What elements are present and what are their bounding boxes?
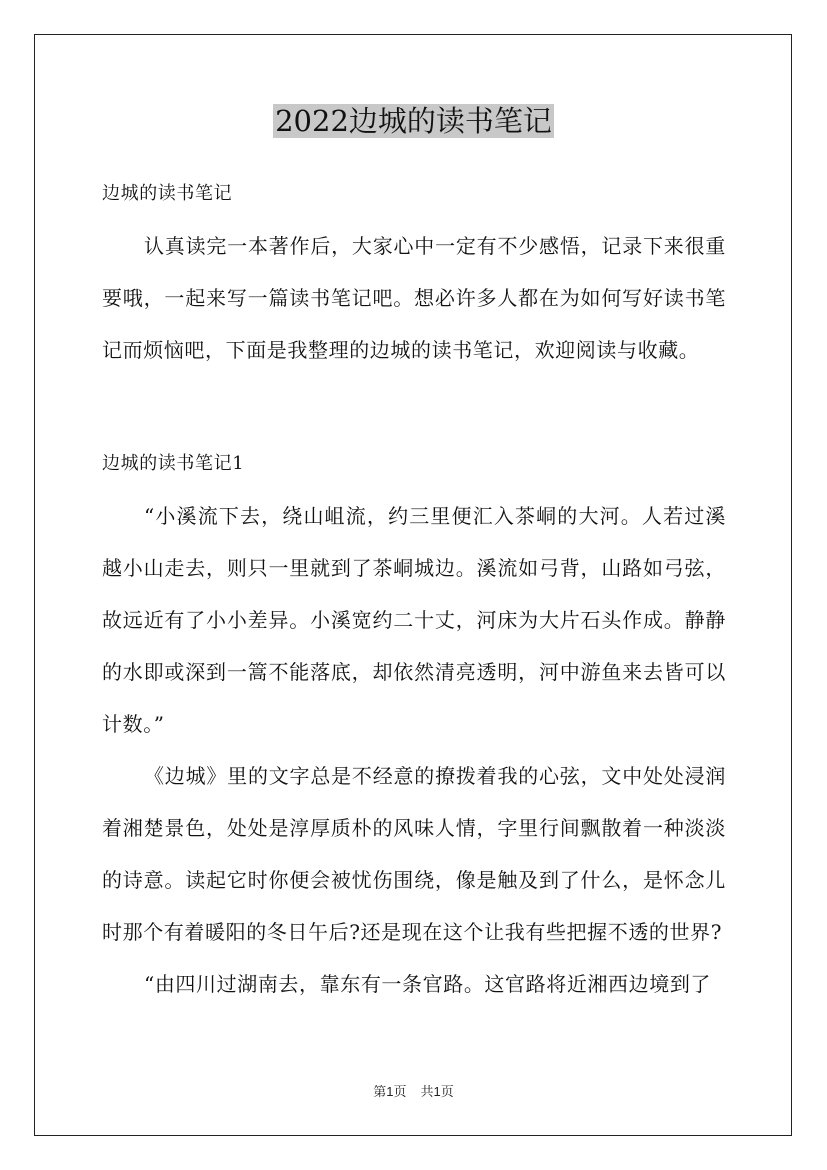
section-1-heading: 边城的读书笔记1 <box>102 453 245 474</box>
intro-paragraph: 认真读完一本著作后，大家心中一定有不少感悟，记录下来很重要哦，一起来写一篇读书笔记吧。想必许多人都在为如何写好读书笔记而烦恼吧，下面是我整理的边城的读书笔记，欢迎阅读与收藏。 <box>102 234 726 362</box>
section-1-paragraph-2: 《边城》里的文字总是不经意的撩拨着我的心弦，文中处处浸润着湘楚景色，处处是淳厚质朴的风味人情，字里行间飘散着一种淡淡的诗意。读起它时你便会被忧伤围绕，像是触及到了什么，是怀念儿时那个有着暖阳的冬日午后?还是现在这个让我有些把握不透的世界? <box>102 764 726 944</box>
total-pages-label: 共1页 <box>420 1084 454 1099</box>
section-1-block <box>102 438 726 1010</box>
intro-block <box>102 168 726 376</box>
document-title <box>0 100 827 142</box>
document-title-text: 2022边城的读书笔记 <box>275 104 552 138</box>
page-footer <box>0 1083 827 1101</box>
section-1-paragraph-3: “由四川过湖南去，靠东有一条官路。这官路将近湘西边境到了 <box>144 972 712 996</box>
intro-heading: 边城的读书笔记 <box>102 183 233 204</box>
section-1-paragraph-1: “小溪流下去，绕山岨流，约三里便汇入茶峒的大河。人若过溪越小山走去，则只一里就到了茶峒城边。溪流如弓背，山路如弓弦，故远近有了小小差异。小溪宽约二十丈，河床为大片石头作成。静静的水即或深到一篙不能落底，却依然清亮透明，河中游鱼来去皆可以计数。” <box>102 504 726 736</box>
page-number-label: 第1页 <box>373 1084 407 1099</box>
